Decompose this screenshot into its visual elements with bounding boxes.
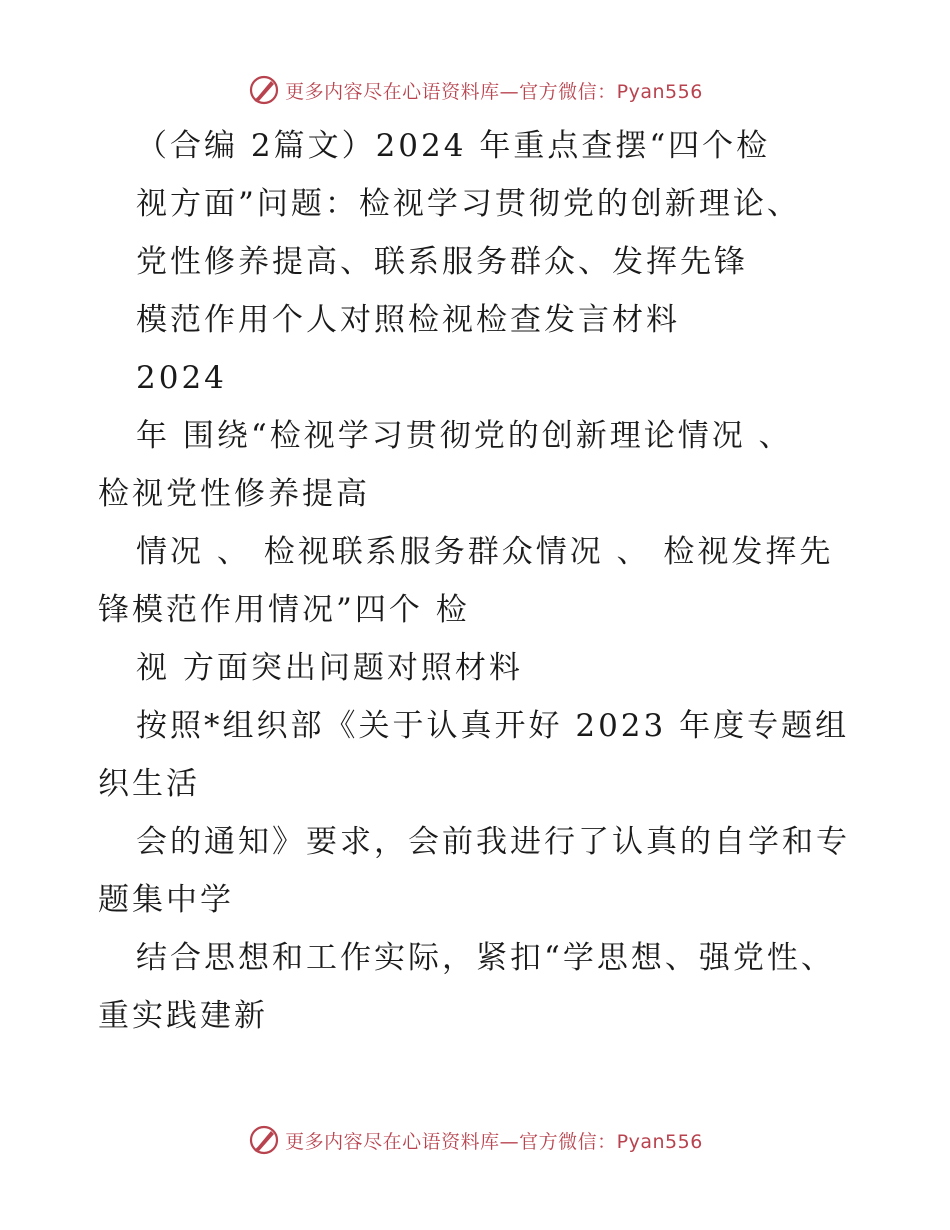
doc-line: 题集中学: [98, 882, 234, 918]
footer-banner: [0, 1120, 950, 1160]
banner-brand-text: 更多内容尽在心语资料库—官方微信：Pyan556: [285, 1130, 703, 1153]
doc-line: 视方面”问题：检视学习贯彻党的创新理论、: [136, 186, 801, 222]
doc-line: 情况 、 检视联系服务群众情况 、 检视发挥先: [136, 534, 834, 570]
doc-line: 视 方面突出问题对照材料: [136, 650, 523, 686]
doc-line: 检视党性修养提高: [98, 476, 370, 512]
doc-line: 年 围绕“检视学习贯彻党的创新理论情况 、: [136, 418, 793, 454]
doc-line: 党性修养提高、联系服务群众、发挥先锋: [136, 244, 748, 280]
doc-line: 模范作用个人对照检视检查发言材料: [136, 302, 680, 338]
doc-line: 结合思想和工作实际，紧扣“学思想、强党性、: [136, 940, 835, 976]
doc-line: 织生活: [98, 766, 200, 802]
banner-brand-text: 更多内容尽在心语资料库—官方微信：Pyan556: [285, 80, 703, 103]
doc-line: 锋模范作用情况”四个 检: [98, 592, 470, 628]
doc-line: （合编 2篇文）2024 年重点查摆“四个检: [136, 128, 771, 164]
doc-line: 会的通知》要求，会前我进行了认真的自学和专: [136, 824, 850, 860]
doc-line: 重实践建新: [98, 998, 268, 1034]
quill-pen-circle-icon: [247, 1123, 281, 1157]
doc-line: 按照*组织部《关于认真开好 2023 年度专题组: [136, 708, 850, 744]
doc-line: 2024: [136, 360, 227, 396]
